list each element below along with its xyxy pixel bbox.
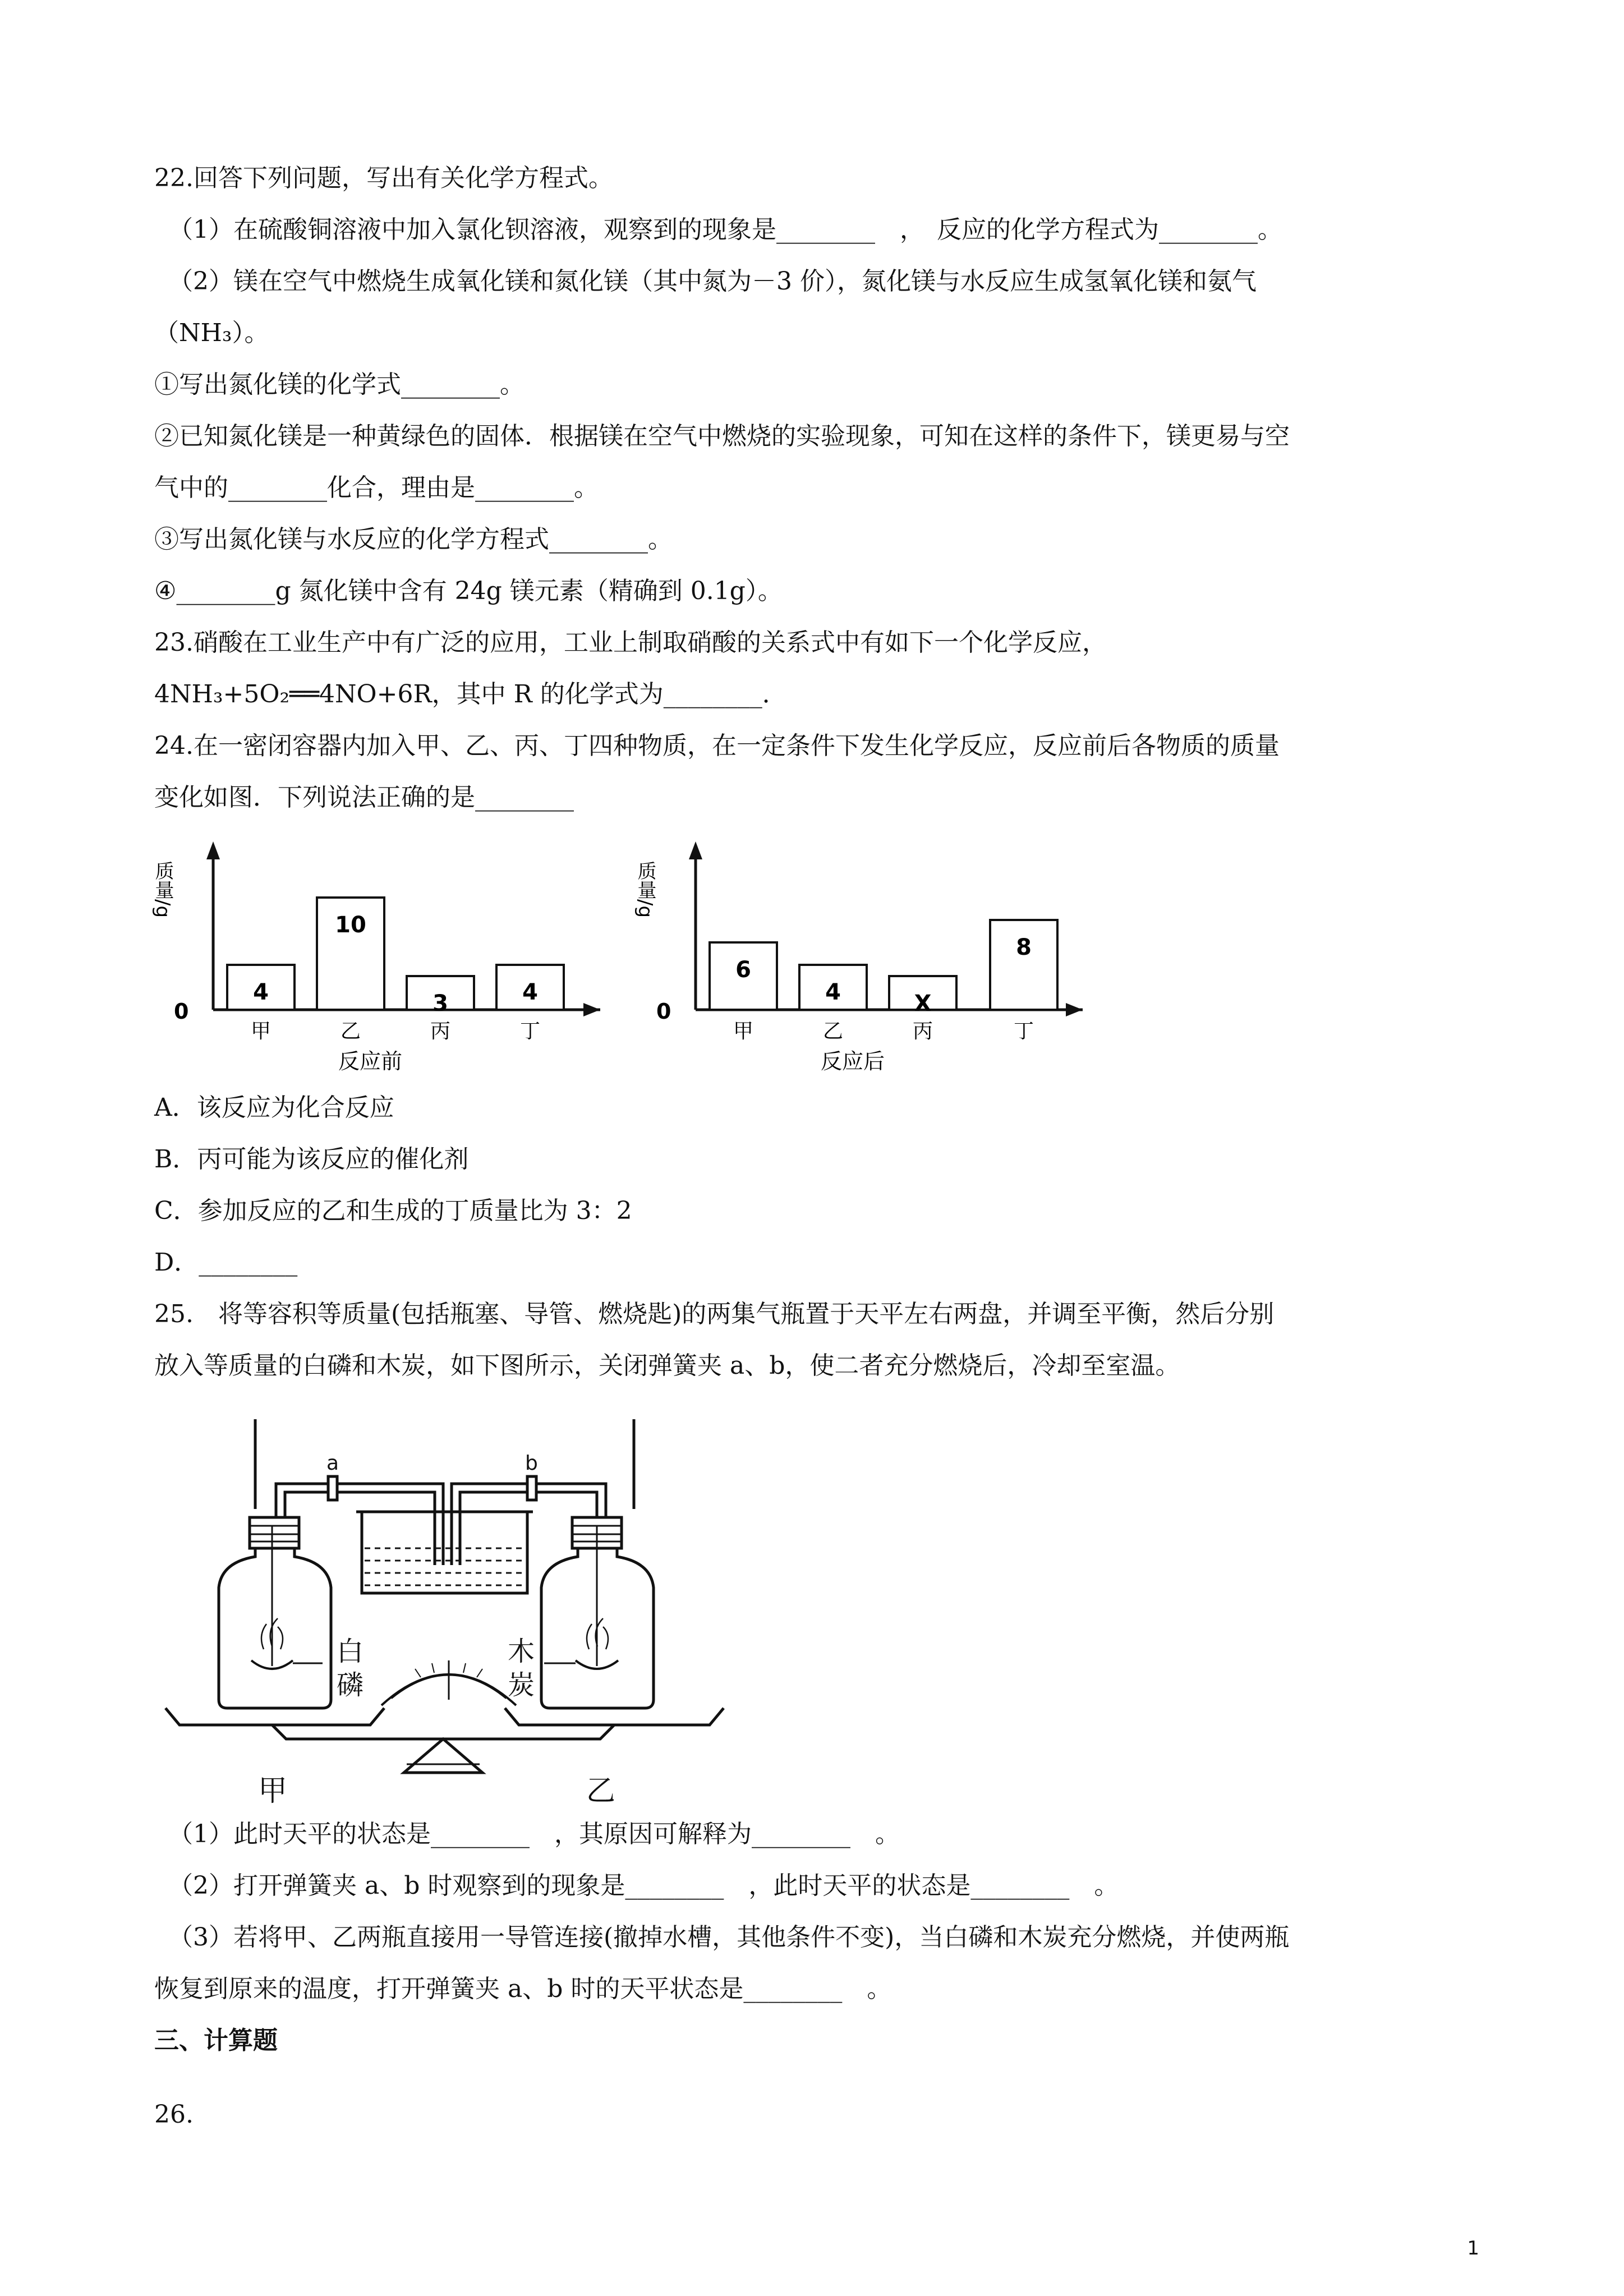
chart-0-value-label-3: 4 [522,979,538,1005]
q24-title: 24.在一密闭容器内加入甲、乙、丙、丁四种物质，在一定条件下发生化学反应，反应前后各物质的质量 [154,731,1280,760]
q25-title-cont: 放入等质量的白磷和木炭，如下图所示，关闭弹簧夹 a、b，使二者充分燃烧后，冷却至室温。 [154,1351,1180,1380]
q26-number: 26. [154,2100,194,2129]
chart-1-y-arrow [689,841,702,859]
chart-1-category-label-0: 甲 [733,1020,754,1043]
right-bottle-label: 乙 [586,1774,616,1806]
option-c: C．参加反应的乙和生成的丁质量比为 3：2 [154,1197,632,1225]
chart-0-value-label-0: 4 [253,979,269,1005]
q22-sub3: ③写出氮化镁与水反应的化学方程式________。 [154,525,673,554]
chart-0-category-label-2: 丙 [430,1020,451,1043]
chart-1-value-label-1: 4 [825,979,841,1005]
q25-title: 25. 将等容积等质量(包括瓶塞、导管、燃烧匙)的两集气瓶置于天平左右两盘，并调至平衡，然后分别 [154,1300,1275,1328]
chart-1-bar-3 [990,920,1057,1010]
q25-sub1: （1）此时天平的状态是________ ，其原因可解释为________ 。 [168,1820,900,1848]
chart-1-category-label-1: 乙 [822,1020,844,1043]
clip-a-label: a [326,1452,339,1475]
q24-title-cont: 变化如图．下列说法正确的是________ [154,783,574,812]
chart-1-origin-label: 0 [656,999,671,1024]
q25-sub2: （2）打开弹簧夹 a、b 时观察到的现象是________ ，此时天平的状态是________ 。 [168,1871,1119,1900]
chart-0-category-label-3: 丁 [519,1020,541,1043]
chart-0-value-label-1: 10 [335,912,366,938]
q22-sub1: ①写出氮化镁的化学式________。 [154,370,525,399]
chart-0-x-label: 反应前 [338,1049,403,1074]
section-title: 三、计算题 [154,2026,278,2055]
chart-1-x-arrow [1066,1003,1083,1016]
q22-part2: （2）镁在空气中燃烧生成氧化镁和氮化镁（其中氮为－3 价），氮化镁与水反应生成氢氧化镁和氨气 [168,267,1257,296]
q22-sub2: ②已知氮化镁是一种黄绿色的固体．根据镁在空气中燃烧的实验现象，可知在这样的条件下，镁更易与空 [154,422,1290,450]
chart-0-y-arrow [206,841,220,859]
option-a: A．该反应为化合反应 [154,1093,394,1122]
option-d: D．________ [154,1248,298,1277]
page-number: 1 [1467,2237,1479,2260]
left-sample-label: 白 磷 [337,1636,364,1701]
option-b: B．丙可能为该反应的催化剂 [154,1145,469,1174]
chart-1-category-label-2: 丙 [912,1020,933,1043]
q25-sub3-cont: 恢复到原来的温度，打开弹簧夹 a、b 时的天平状态是________ 。 [154,1975,892,2003]
q22-sub4: ④________g 氮化镁中含有 24g 镁元素（精确到 0.1g）。 [154,577,783,605]
q22-part1: （1）在硫酸铜溶液中加入氯化钡溶液，观察到的现象是________ ， 反应的化学方程式为________。 [168,215,1282,244]
clip-b-label: b [525,1452,538,1475]
chart-0-x-arrow [583,1003,600,1016]
chart-1-value-label-2: X [914,991,932,1016]
chart-1-value-label-3: 8 [1016,935,1032,960]
chart-0-origin-label: 0 [174,999,189,1024]
chart-1-category-label-3: 丁 [1013,1020,1034,1043]
q23-equation: 4NH₃+5O₂══4NO+6R，其中 R 的化学式为________． [154,680,787,708]
chart-1-x-label: 反应后 [820,1049,885,1074]
chart-0-category-label-0: 甲 [250,1020,272,1043]
chart-1-y-label: 质量/g [634,861,656,918]
q25-sub3: （3）若将甲、乙两瓶直接用一导管连接(撤掉水槽，其他条件不变)，当白磷和木炭充分燃烧，并使两瓶 [168,1923,1290,1952]
balance-apparatus-figure [157,1414,763,1806]
left-bottle-label: 甲 [258,1774,288,1806]
q23-title: 23.硝酸在工业生产中有广泛的应用，工业上制取硝酸的关系式中有如下一个化学反应， [154,628,1107,657]
q22-sub2-cont: 气中的________化合，理由是________。 [154,473,599,502]
chart-1-value-label-0: 6 [735,957,751,983]
q22-title: 22.回答下列问题，写出有关化学方程式。 [154,164,613,192]
q22-part2-cont: （NH₃）。 [154,319,269,347]
chart-0-y-label: 质量/g [151,861,174,918]
chart-0-value-label-2: 3 [433,991,448,1016]
right-sample-label: 木 炭 [508,1636,535,1701]
chart-0-category-label-1: 乙 [340,1020,361,1043]
mass-bar-charts [151,830,1105,1088]
